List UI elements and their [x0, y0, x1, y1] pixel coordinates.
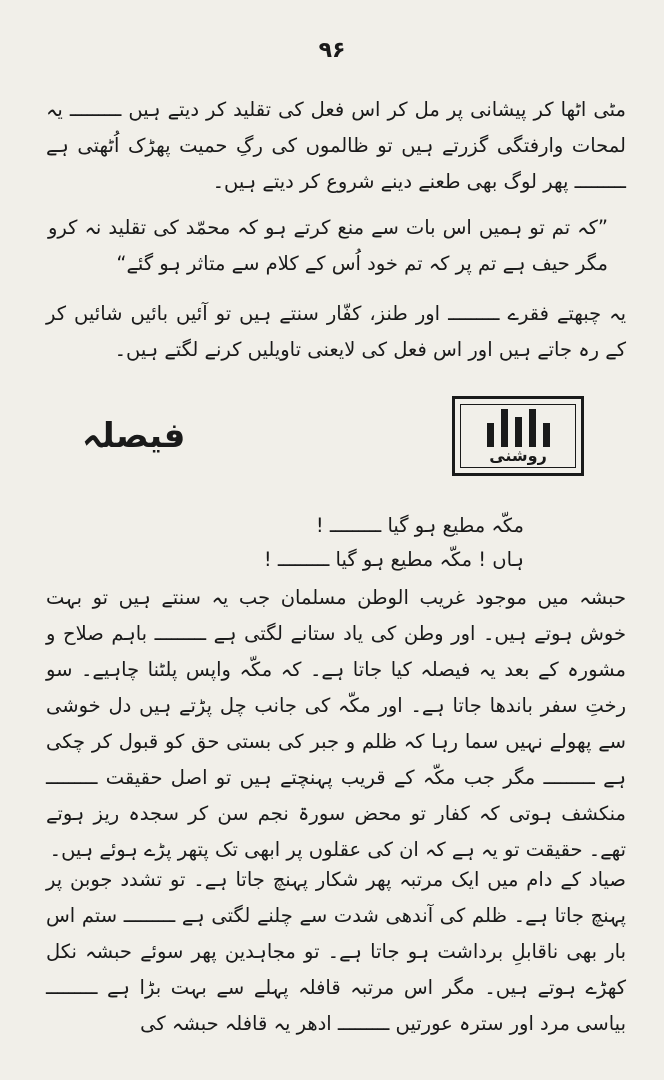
emblem-calligraphy: روشنی	[489, 446, 547, 465]
page-number: ۹۶	[318, 38, 346, 63]
paragraph-imitation: مٹی اٹھا کر پیشانی پر مل کر اس فعل کی تقلید کر دیتے ہیں ـــــــــ یہ لمحات وارفتگی گزرتے ہیں تو ظالموں کی رگِ حمیت پھڑک اُٹھتی ہے ـــــــــ پھر لوگ بھی طعنے دینے شروع کر دیتے ہیں۔	[46, 98, 626, 193]
section-emblem-ornament	[452, 396, 584, 476]
verse-line-1: مکّہ مطیع ہو گیا ـــــــــ !	[315, 514, 524, 537]
paragraph-taunts: یہ چبھتے فقرے ـــــــــ اور طنز، کفّار سنتے ہیں تو آئیں بائیں شائیں کر کے رہ جاتے ہیں اور اس فعل کی لایعنی تاویلیں کرنے لگتے ہیں۔	[46, 302, 626, 361]
section-heading: فیصلہ	[82, 416, 186, 456]
paragraph-second-migration: صیاد کے دام میں ایک مرتبہ پھر شکار پہنچ جاتا ہے۔ تو تشدد جوبن پر پہنچ جاتا ہے۔ ظلم کی آندھی شدت سے چلنے لگتی ہے ـــــــــ ستم اس بار بھی ناقابلِ برداشت ہو جاتا ہے۔ تو مجاہدین پھر سوئے حبشہ نکل کھڑے ہوتے ہیں۔ مگر اس مرتبہ قافلہ پہلے سے بہت بڑا ہے ـــــــــ بیاسی مرد اور سترہ عورتیں ـــــــــ ادھر یہ قافلہ حبشہ کی	[46, 868, 626, 1035]
paragraph-abyssinia: حبشہ میں موجود غریب الوطن مسلمان جب یہ سنتے ہیں تو بہت خوش ہوتے ہیں۔ اور وطن کی یاد ستانے لگتی ہے ـــــــــ باہم صلاح و مشورہ کے بعد یہ فیصلہ کیا جاتا ہے۔ کہ مکّہ واپس پلٹنا چاہیے۔ سو رختِ سفر باندھا جاتا ہے۔ اور مکّہ کی جانب چل پڑتے ہیں دل خوشی سے پھولے نہیں سما رہا کہ ظلم و جبر کی بستی حق کو قبول کر چکی ہے ـــــــــ مگر جب مکّہ کے قریب پہنچتے ہیں تو اصل حقیقت ـــــــــ منکشف ہوتی کہ کفار تو محض سورۃ نجم سن کر سجدہ ریز ہوتے تھے۔ حقیقت تو یہ ہے کہ ان کی عقلوں پر ابھی تک پتھر پڑے ہوئے ہیں۔	[46, 586, 626, 861]
quote-taunt: ”کہ تم تو ہمیں اس بات سے منع کرتے ہو کہ محمّد کی تقلید نہ کرو مگر حیف ہے تم پر کہ تم خود اُس کے کلام سے متاثر ہو گئے“	[48, 216, 608, 275]
minaret-icon	[487, 407, 551, 447]
verse-line-2: ہاں ! مکّہ مطیع ہو گیا ـــــــــ !	[263, 548, 524, 571]
